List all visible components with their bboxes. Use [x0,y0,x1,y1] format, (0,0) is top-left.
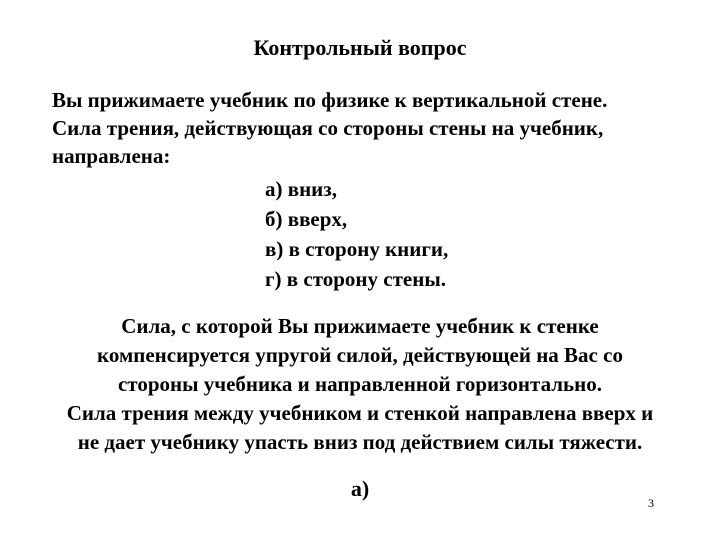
option-c: в) в сторону книги, [265,237,449,261]
explanation-line: стороны учебника и направленной горизонтально. [117,372,603,396]
explanation-line: компенсируется упругой силой, действующей на Вас со [97,343,623,367]
explanation-text [0,312,720,457]
option-d: г) в сторону стены. [265,267,446,291]
explanation-line: Сила, с которой Вы прижимаете учебник к стенке [121,314,599,338]
correct-answer: а) [350,476,370,501]
option-b: б) вверх, [265,207,348,231]
page-number: 3 [648,496,654,510]
explanation-line: Сила трения между учебником и стенкой направлена вверх и [66,401,654,425]
question-line: Сила трения, действующая со стороны стены на учебник, [52,116,604,140]
question-text [52,86,712,170]
answer-options [265,174,448,294]
question-line: Вы прижимаете учебник по физике к вертикальной стене. [52,88,608,112]
option-a: а) вниз, [265,177,337,201]
slide-title: Контрольный вопрос [253,35,467,60]
question-line: направлена: [52,144,171,168]
explanation-line: не дает учебнику упасть вниз под действием силы тяжести. [77,430,643,454]
